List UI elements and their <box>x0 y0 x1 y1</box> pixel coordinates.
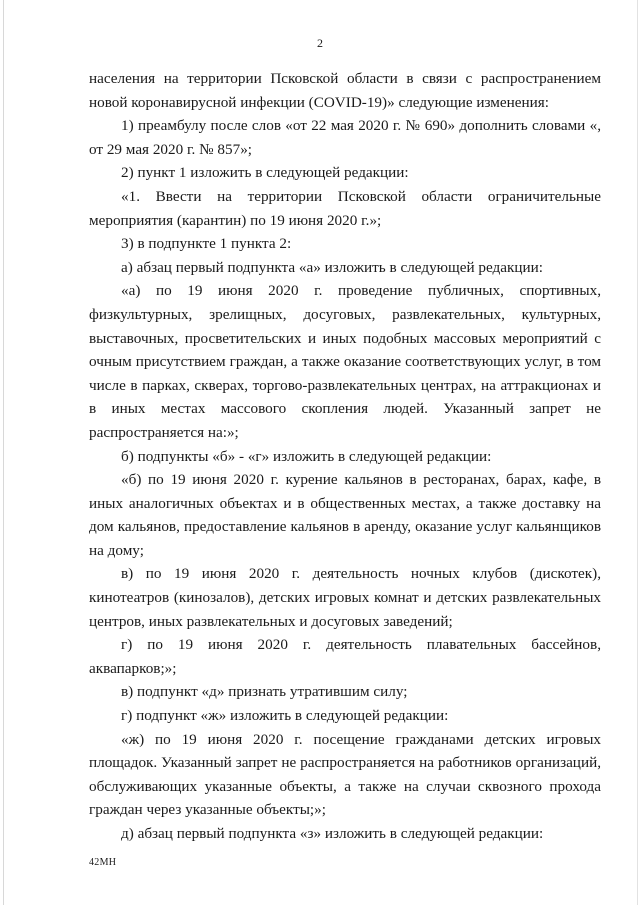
paragraph-subitem-b: б) подпункты «б» - «г» изложить в следующей редакции: <box>121 447 492 465</box>
paragraph-item-2: 2) пункт 1 изложить в следующей редакции: <box>121 164 409 182</box>
page-number: 2 <box>317 36 323 50</box>
paragraph-item-3: 3) в подпункте 1 пункта 2: <box>121 235 292 253</box>
paragraph-subitem-g: г) подпункт «ж» изложить в следующей редакции: <box>121 707 449 725</box>
paragraph-quote-b: «б) по 19 июня 2020 г. курение кальянов в ресторанах, барах, кафе, в иных аналогичных объектах и в общественных местах, а также доставку на дом кальянов, предоставление кальянов в аренду, оказание услуг кальянщиков на дому; <box>89 471 601 559</box>
paragraph-subitem-v: в) подпункт «д» признать утратившим силу; <box>121 683 408 701</box>
paragraph-continuation: населения на территории Псковской области в связи с распространением новой коронавирусной инфекции (COVID-19)» следующие изменения: <box>89 70 601 111</box>
paragraph-subitem-a: а) абзац первый подпункта «а» изложить в следующей редакции: <box>121 258 543 276</box>
paragraph-quote-g: г) по 19 июня 2020 г. деятельность плавательных бассейнов, аквапарков;»; <box>89 636 601 677</box>
paragraph-quote-1: «1. Ввести на территории Псковской области ограничительные мероприятия (карантин) по 19 июня 2020 г.»; <box>89 187 601 229</box>
paragraph-quote-a: «а) по 19 июня 2020 г. проведение публичных, спортивных, физкультурных, зрелищных, досуговых, развлекательных, культурных, выставочных, просветительских и иных подобных массовых мероприятий с очным присутствием граждан, а также оказание соответствующих услуг, в том числе в парках, скверах, торгово-развлекательных центрах, на аттракционах и в иных местах массового скопления людей. Указанный запрет не распространяется на:»; <box>89 282 601 441</box>
paragraph-quote-zh: «ж) по 19 июня 2020 г. посещение гражданами детских игровых площадок. Указанный запрет не распространяется на работников организаций, обслуживающих указанные объекты, а также на случаи сквозного прохода граждан через указанные объекты;»; <box>89 730 601 819</box>
document-body <box>89 67 601 846</box>
scan-edge-left <box>3 0 4 905</box>
paragraph-quote-v: в) по 19 июня 2020 г. деятельность ночных клубов (дискотек), кинотеатров (кинозалов), детских игровых комнат и детских развлекательных центров, иных развлекательных и досуговых заведений; <box>89 565 601 630</box>
scan-edge-right <box>637 0 638 905</box>
footer-code: 42МН <box>89 857 117 868</box>
paragraph-subitem-d: д) абзац первый подпункта «з» изложить в следующей редакции: <box>121 825 544 842</box>
paragraph-item-1: 1) преамбулу после слов «от 22 мая 2020 г. № 690» дополнить словами «, от 29 мая 2020 г. № 857»; <box>89 117 601 158</box>
